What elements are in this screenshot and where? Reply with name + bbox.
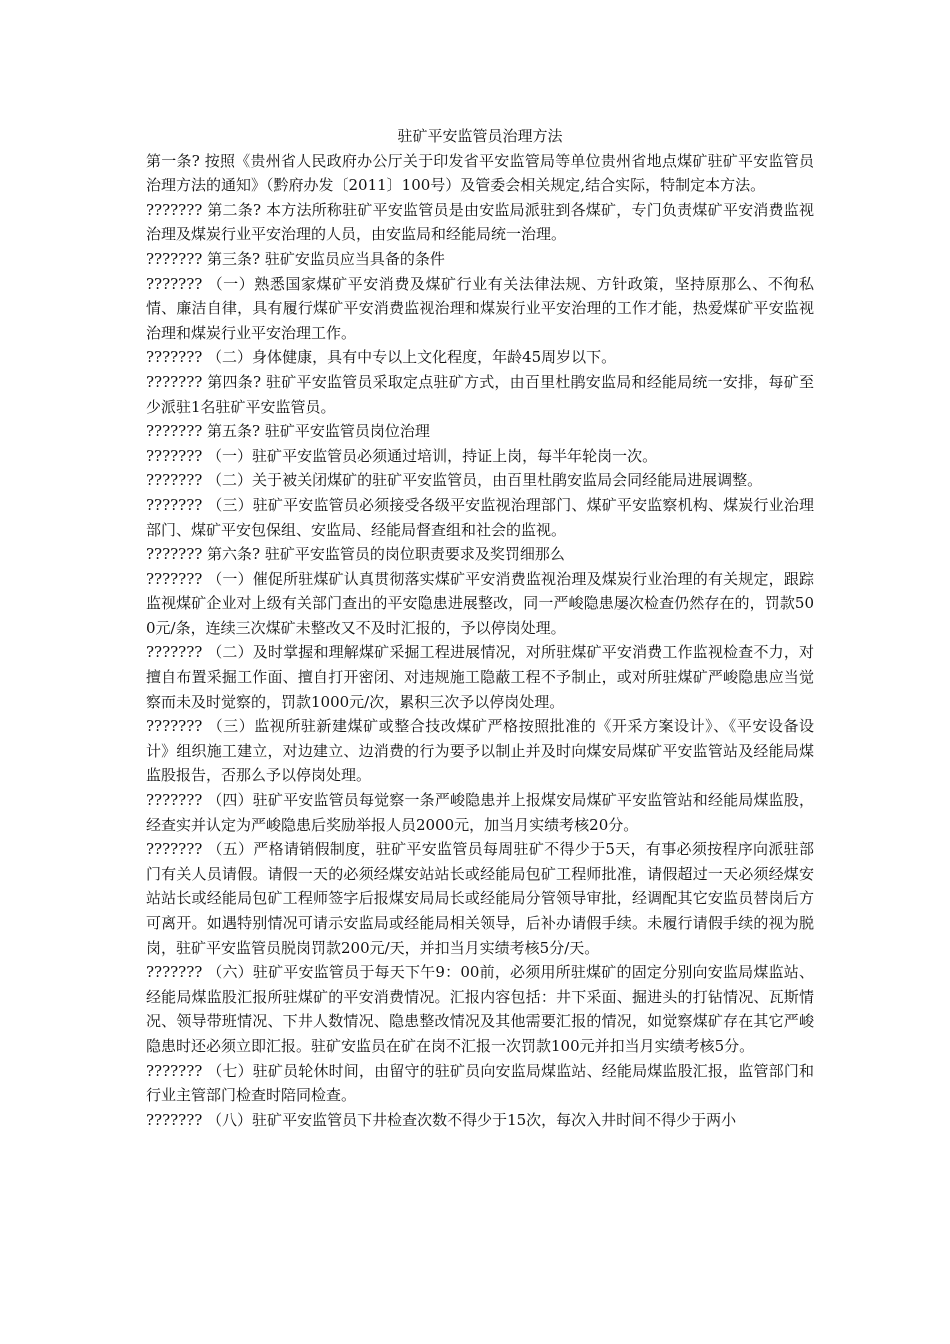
- paragraph: ??????? （二）及时掌握和理解煤矿采掘工程进展情况，对所驻煤矿平安消费工作监视检查不力，对擅自布置采掘工作面、擅自打开密闭、对违规施工隐蔽工程不予制止，或对所驻煤矿严峻隐患应当觉察而未及时觉察的，罚款1000元/次，累积三次予以停岗处理。: [146, 643, 814, 711]
- paragraph: ??????? 第二条? 本方法所称驻矿平安监管员是由安监局派驻到各煤矿，专门负责煤矿平安消费监视治理及煤炭行业平安治理的人员，由安监局和经能局统一治理。: [146, 200, 814, 244]
- section-heading: ??????? 第三条? 驻矿安监员应当具备的条件: [146, 249, 445, 268]
- paragraph: ??????? （三）监视所驻新建煤矿或整合技改煤矿严格按照批准的《开采方案设计》、《平安设备设计》组织施工建立，对边建立、边消费的行为要予以制止并及时向煤安局煤矿平安监管站及经能局煤监股报告，否那么予以停岗处理。: [146, 717, 814, 785]
- paragraph: ??????? （五）严格请销假制度，驻矿平安监管员每周驻矿不得少于5天，有事必须按程序向派驻部门有关人员请假。请假一天的必须经煤安站站长或经能局包矿工程师批准，请假超过一天必须经煤安站站长或经能局包矿工程师签字后报煤安局局长或经能局分管领导审批，经调配其它安监员替岗后方可离开。如遇特别情况可请示安监局或经能局相关领导，后补办请假手续。未履行请假手续的视为脱岗，驻矿平安监管员脱岗罚款200元/天，并扣当月实绩考核5分/天。: [146, 840, 814, 957]
- paragraph: 第一条? 按照《贵州省人民政府办公厅关于印发省平安监管局等单位贵州省地点煤矿驻矿平安监管员治理方法的通知》（黔府办发〔2011〕100号）及管委会相关规定,结合实际，特制定本方法。: [146, 151, 814, 195]
- paragraph: ??????? （六）驻矿平安监管员于每天下午9：00前，必须用所驻煤矿的固定分别向安监局煤监站、经能局煤监股汇报所驻煤矿的平安消费情况。汇报内容包括：井下采面、掘进头的打钻情况、瓦斯情况、领导带班情况、下井人数情况、隐患整改情况及其他需要汇报的情况，如觉察煤矿存在其它严峻隐患时还必须立即汇报。驻矿安监员在矿在岗不汇报一次罚款100元并扣当月实绩考核5分。: [146, 963, 814, 1055]
- document-body: [146, 149, 814, 1133]
- section-heading: ??????? 第五条? 驻矿平安监管员岗位治理: [146, 422, 430, 441]
- paragraph: ??????? （七）驻矿员轮休时间，由留守的驻矿员向安监局煤监站、经能局煤监股汇报，监管部门和行业主管部门检查时陪同检查。: [146, 1061, 814, 1105]
- paragraph: ??????? （一）催促所驻煤矿认真贯彻落实煤矿平安消费监视治理及煤炭行业治理的有关规定，跟踪监视煤矿企业对上级有关部门查出的平安隐患进展整改，同一严峻隐患屡次检查仍然存在的，罚款500元/条，连续三次煤矿未整改又不及时汇报的，予以停岗处理。: [146, 569, 814, 637]
- document-page: [146, 124, 814, 1132]
- document-title: 驻矿平安监管员治理方法: [397, 127, 563, 145]
- paragraph: ??????? 第四条? 驻矿平安监管员采取定点驻矿方式，由百里杜鹃安监局和经能局统一安排，每矿至少派驻1名驻矿平安监管员。: [146, 372, 814, 416]
- paragraph: ??????? （三）驻矿平安监管员必须接受各级平安监视治理部门、煤矿平安监察机构、煤炭行业治理部门、煤矿平安包保组、安监局、经能局督查组和社会的监视。: [146, 495, 814, 539]
- paragraph: ??????? （一）驻矿平安监管员必须通过培训，持证上岗，每半年轮岗一次。: [146, 446, 658, 465]
- paragraph: ??????? （二）身体健康，具有中专以上文化程度，年龄45周岁以下。: [146, 348, 617, 367]
- paragraph: ??????? （一）熟悉国家煤矿平安消费及煤矿行业有关法律法规、方针政策，坚持原那么、不徇私情、廉洁自律，具有履行煤矿平安消费监视治理和煤炭行业平安治理的工作才能，热爱煤矿平安监视治理和煤炭行业平安治理工作。: [146, 274, 814, 342]
- paragraph: ??????? （八）驻矿平安监管员下井检查次数不得少于15次，每次入井时间不得少于两小: [146, 1110, 737, 1129]
- paragraph: ??????? （二）关于被关闭煤矿的驻矿平安监管员，由百里杜鹃安监局会同经能局进展调整。: [146, 471, 763, 490]
- paragraph: ??????? （四）驻矿平安监管员每觉察一条严峻隐患并上报煤安局煤矿平安监管站和经能局煤监股，经查实并认定为严峻隐患后奖励举报人员2000元，加当月实绩考核20分。: [146, 791, 814, 834]
- section-heading: ??????? 第六条? 驻矿平安监管员的岗位职责要求及奖罚细那么: [146, 545, 565, 564]
